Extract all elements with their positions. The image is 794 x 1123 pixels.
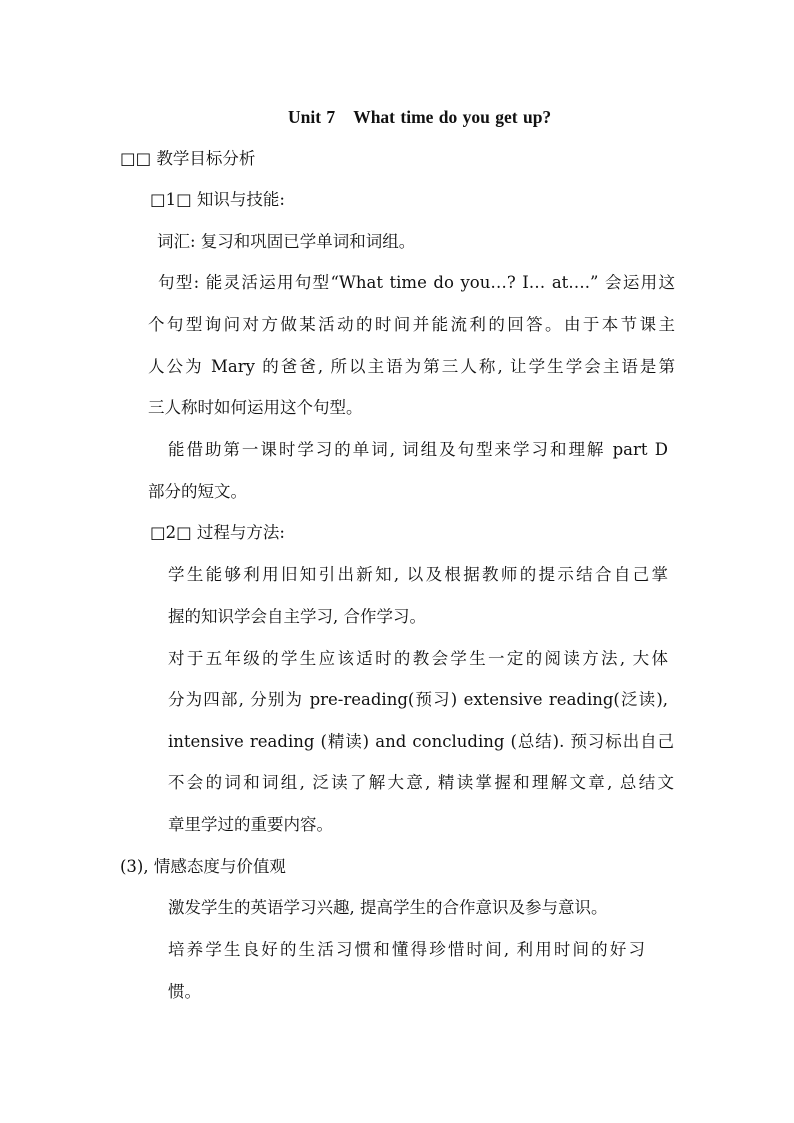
pattern-line-4: 三人称时如何运用这个句型。	[148, 398, 363, 417]
pattern-line-2: 个句型询问对方做某活动的时间并能流利的回答。由于本节课主	[148, 315, 675, 334]
method-para1-line-1: 学生能够利用旧知引出新知, 以及根据教师的提示结合自己掌	[168, 565, 668, 584]
vocab-line: 词汇: 复习和巩固已学单词和词组。	[157, 232, 416, 251]
sub3-heading: (3), 情感态度与价值观	[120, 857, 286, 876]
reading-line-1: 能借助第一课时学习的单词, 词组及句型来学习和理解 part D	[168, 440, 668, 459]
attitude-line-2: 培养学生良好的生活习惯和懂得珍惜时间, 利用时间的好习	[168, 940, 645, 959]
title-unit: Unit 7	[288, 107, 336, 127]
section-one-heading: □□ 教学目标分析	[120, 149, 256, 168]
sub1-heading: □1□ 知识与技能:	[150, 190, 285, 209]
method-para2-line-3: intensive reading (精读) and concluding (总结). 预习标出自己	[168, 732, 674, 751]
pattern-line-1: 句型: 能灵活运用句型“What time do you…? I… at….” 会运用这	[158, 273, 675, 292]
method-para2-line-2: 分为四部, 分别为 pre-reading(预习) extensive reading(泛读),	[168, 690, 668, 709]
document-title	[288, 106, 551, 128]
method-para2-line-5: 章里学过的重要内容。	[168, 815, 333, 834]
method-para2-line-4: 不会的词和词组, 泛读了解大意, 精读掌握和理解文章, 总结文	[168, 773, 674, 792]
attitude-line-1: 激发学生的英语学习兴趣, 提高学生的合作意识及参与意识。	[168, 898, 608, 917]
attitude-line-3: 惯。	[168, 982, 201, 1001]
title-question: What time do you get up?	[353, 107, 552, 127]
sub2-heading: □2□ 过程与方法:	[150, 523, 285, 542]
pattern-line-3: 人公为 Mary 的爸爸, 所以主语为第三人称, 让学生学会主语是第	[148, 357, 675, 376]
method-para1-line-2: 握的知识学会自主学习, 合作学习。	[168, 607, 426, 626]
reading-line-2: 部分的短文。	[148, 482, 247, 501]
method-para2-line-1: 对于五年级的学生应该适时的教会学生一定的阅读方法, 大体	[168, 649, 668, 668]
